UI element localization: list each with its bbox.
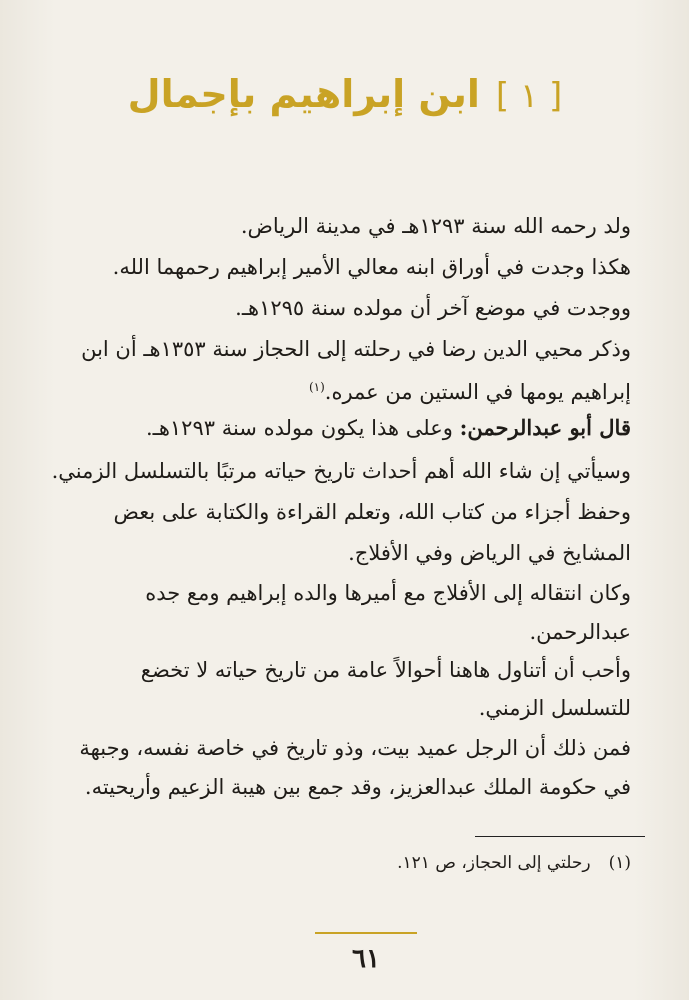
chapter-title: ابن إبراهيم بإجمال: [127, 72, 480, 116]
chapter-heading: [60, 72, 630, 116]
page-number: ٦١: [352, 944, 380, 974]
body-line-10: وكان انتقاله إلى الأفلاج مع أميرها والده إبراهيم ومع جده: [145, 581, 631, 605]
body-line-5-text: إبراهيم يومها في الستين من عمره.: [324, 380, 631, 404]
body-line-8: وحفظ أجزاء من كتاب الله، وتعلم القراءة والكتابة على بعض: [113, 500, 631, 524]
body-line-6-text: وعلى هذا يكون مولده سنة ١٢٩٣هـ.: [146, 416, 460, 440]
footnote-reference: (١): [308, 380, 325, 394]
footnote-divider: [475, 836, 645, 837]
body-line-5: [63, 367, 631, 412]
page-number-divider: [315, 932, 417, 934]
body-line-7: وسيأتي إن شاء الله أهم أحداث تاريخ حياته مرتبًا بالتسلسل الزمني.: [51, 459, 631, 483]
chapter-number: [ ١ ]: [495, 76, 563, 116]
body-line-14: فمن ذلك أن الرجل عميد بيت، وذو تاريخ في خاصة نفسه، وجبهة: [79, 736, 631, 760]
body-line-1: ولد رحمه الله سنة ١٢٩٣هـ في مدينة الرياض.: [240, 214, 631, 238]
footnote-number: (١): [608, 853, 631, 873]
body-line-15: في حكومة الملك عبدالعزيز، وقد جمع بين هيبة الزعيم وأريحيته.: [84, 775, 631, 799]
footnote-text: رحلتي إلى الحجاز، ص ١٢١.: [397, 853, 591, 873]
body-line-11: عبدالرحمن.: [529, 620, 631, 644]
body-line-4: وذكر محيي الدين رضا في رحلته إلى الحجاز سنة ١٣٥٣هـ أن ابن: [81, 337, 631, 361]
body-line-13: للتسلسل الزمني.: [478, 696, 631, 720]
body-line-2: هكذا وجدت في أوراق ابنه معالي الأمير إبراهيم رحمهما الله.: [112, 255, 631, 279]
body-line-12: وأحب أن أتناول هاهنا أحوالاً عامة من تاريخ حياته لا تخضع: [140, 658, 631, 682]
body-line-6: [63, 408, 631, 448]
author-lead: قال أبو عبدالرحمن:: [459, 415, 631, 440]
footnote: [63, 853, 631, 873]
body-line-3: ووجدت في موضع آخر أن مولده سنة ١٢٩٥هـ.: [235, 296, 631, 320]
body-line-9: المشايخ في الرياض وفي الأفلاج.: [348, 541, 631, 565]
